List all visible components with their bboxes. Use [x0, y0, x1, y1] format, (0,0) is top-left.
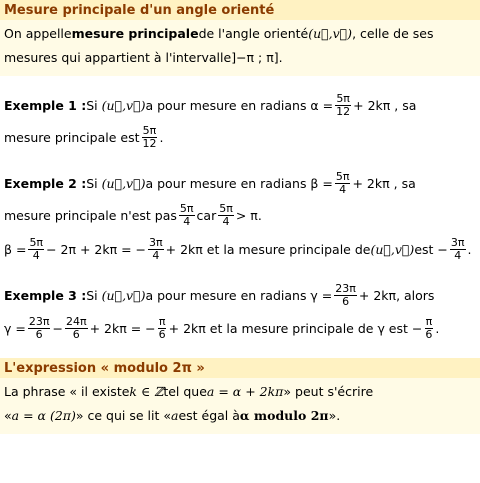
- denominator: 4: [454, 248, 462, 262]
- math: a = α + 2kπ: [206, 384, 284, 399]
- minus: −: [52, 320, 63, 336]
- text: » ce qui se lit «: [75, 408, 171, 423]
- examples-area: [0, 76, 480, 358]
- fraction: [218, 203, 234, 228]
- numerator: 5π: [179, 201, 194, 215]
- math: a = α (2π): [11, 408, 76, 423]
- text: mesure principale est: [4, 129, 140, 145]
- definition-line-2: [4, 46, 476, 70]
- text: ».: [328, 408, 341, 423]
- denominator: 6: [35, 327, 43, 341]
- text: a pour mesure en radians α =: [145, 97, 334, 113]
- angle-uv: (u⃗,v⃗): [370, 241, 415, 257]
- example-3-line-2: [4, 310, 476, 346]
- example-3-line-1: [4, 280, 476, 310]
- term-mesure-principale: mesure principale: [71, 26, 199, 41]
- denominator: 6: [72, 327, 80, 341]
- section-title-modulo: L'expression « modulo 2π »: [0, 358, 480, 378]
- fraction: [335, 93, 351, 118]
- angle-uv: (u⃗,v⃗): [308, 26, 353, 41]
- fraction: [335, 171, 351, 196]
- text: β =: [4, 241, 27, 257]
- text: mesures qui appartient à l'intervalle: [4, 50, 232, 65]
- text: mesure principale n'est pas: [4, 207, 177, 223]
- example-2-line-1: [4, 168, 476, 198]
- text: .: [467, 241, 472, 257]
- example-2-line-3: [4, 232, 476, 266]
- denominator: 4: [339, 182, 347, 196]
- numerator: 23π: [335, 281, 356, 295]
- text: + 2kπ, alors: [358, 287, 435, 303]
- text: de l'angle orienté: [198, 26, 309, 41]
- math: a: [170, 408, 179, 423]
- denominator: 6: [158, 327, 166, 341]
- text: Si: [86, 175, 98, 191]
- example-2-label: Exemple 2 :: [4, 175, 87, 191]
- text: tel que: [163, 384, 207, 399]
- modulo-line-1: [4, 380, 476, 404]
- numerator: 5π: [335, 169, 350, 183]
- text: est −: [414, 241, 448, 257]
- text: + 2kπ et la mesure principale de γ est −: [168, 320, 423, 336]
- numerator: 24π: [65, 314, 87, 328]
- fraction: [424, 316, 433, 341]
- text: > π.: [235, 207, 262, 223]
- text: Si: [86, 287, 98, 303]
- text: + 2kπ = −: [89, 320, 156, 336]
- modulo-box: [0, 378, 480, 434]
- denominator: 6: [425, 327, 433, 341]
- modulo-line-2: [4, 404, 476, 428]
- numerator: 3π: [450, 235, 465, 249]
- text: Si: [86, 97, 98, 113]
- numerator: π: [425, 314, 433, 328]
- numerator: 3π: [149, 235, 163, 249]
- fraction: [28, 316, 51, 341]
- numerator: 5π: [142, 123, 157, 137]
- denominator: 4: [152, 248, 160, 262]
- numerator: 5π: [29, 235, 44, 249]
- fraction: [158, 316, 167, 341]
- fraction: [179, 203, 195, 228]
- text: + 2kπ et la mesure principale de: [165, 241, 371, 257]
- text: + 2kπ , sa: [352, 175, 416, 191]
- example-3-label: Exemple 3 :: [4, 287, 87, 303]
- denominator: 12: [142, 136, 157, 150]
- text: .: [435, 320, 440, 336]
- fraction: [141, 125, 157, 150]
- text: est égal à: [178, 408, 240, 423]
- numerator: 23π: [28, 314, 50, 328]
- text: «: [4, 408, 12, 423]
- text: » peut s'écrire: [283, 384, 374, 399]
- section-title-mesure-principale: Mesure principale d'un angle orienté: [0, 0, 480, 20]
- definition-box: [0, 20, 480, 76]
- text: .: [159, 129, 164, 145]
- alpha-modulo: α modulo 2π: [239, 408, 329, 423]
- text: , celle de ses: [352, 26, 434, 41]
- example-1-line-1: [4, 90, 476, 120]
- fraction: [450, 237, 466, 262]
- text: γ =: [4, 320, 26, 336]
- fraction: [148, 237, 164, 262]
- text: − 2π + 2kπ = −: [46, 241, 147, 257]
- angle-uv: (u⃗,v⃗): [101, 287, 146, 303]
- angle-uv: (u⃗,v⃗): [101, 97, 146, 113]
- text: a pour mesure en radians β =: [145, 175, 333, 191]
- denominator: 6: [342, 294, 350, 308]
- denominator: 4: [183, 214, 191, 228]
- numerator: 5π: [336, 91, 350, 105]
- fraction: [334, 283, 357, 308]
- denominator: 12: [336, 104, 351, 118]
- math: k ∈ ℤ: [129, 384, 164, 399]
- definition-line-1: [4, 22, 476, 46]
- fraction: [65, 316, 88, 341]
- denominator: 4: [32, 248, 40, 262]
- angle-uv: (u⃗,v⃗): [101, 175, 146, 191]
- fraction: [28, 237, 44, 262]
- text: car: [196, 207, 217, 223]
- example-2-line-2: [4, 198, 476, 232]
- numerator: π: [158, 314, 166, 328]
- denominator: 4: [222, 214, 230, 228]
- example-1-line-2: [4, 120, 476, 154]
- example-1-label: Exemple 1 :: [4, 97, 87, 113]
- numerator: 5π: [219, 201, 233, 215]
- interval: ]−π ; π].: [231, 50, 283, 65]
- text: a pour mesure en radians γ =: [145, 287, 333, 303]
- text: + 2kπ , sa: [353, 97, 417, 113]
- text: La phrase « il existe: [4, 384, 130, 399]
- text: On appelle: [4, 26, 72, 41]
